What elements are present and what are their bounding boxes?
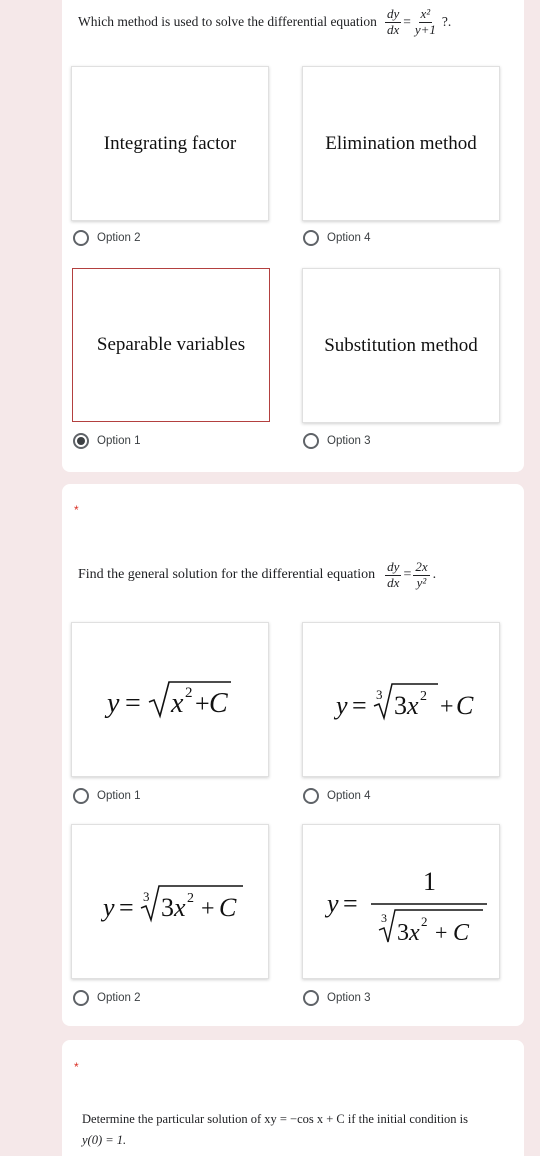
svg-text:+: +: [435, 919, 448, 945]
option-image-elimination-method[interactable]: Elimination method: [302, 66, 500, 221]
svg-text:x: x: [409, 919, 420, 946]
formula-sqrt-x2-plus-c: [85, 670, 255, 730]
option-image-formula-sqrt[interactable]: [71, 622, 269, 777]
radio-option-4[interactable]: Option 4: [303, 788, 370, 804]
radio-button[interactable]: [73, 230, 89, 246]
question-3-text-line1: Determine the particular solution of xy = −cos x + C if the initial condition is: [82, 1112, 469, 1126]
svg-text:3: 3: [397, 919, 409, 946]
radio-option-1[interactable]: Option 1: [73, 788, 140, 804]
option-image-formula-cbrt-plus-c[interactable]: [302, 622, 500, 777]
svg-text:3: 3: [394, 690, 407, 720]
option-image-separable-variables[interactable]: Separable variables: [72, 268, 270, 422]
radio-option-3[interactable]: Option 3: [303, 990, 370, 1006]
required-asterisk: *: [74, 1060, 79, 1074]
question-2-text: Find the general solution for the differential equation $\frac{dy}{dx}$ = $\frac{2x}{\text{y²}}$ .: [78, 559, 437, 590]
formula-one-over-cbrt: [311, 852, 491, 952]
question-1-text: Which method is used to solve the differential equation $\frac{dy}{dx}$ = $\frac{\text{x²}}{y+1}$ ?.: [78, 6, 452, 37]
svg-text:C: C: [209, 687, 228, 719]
svg-text:=: =: [343, 888, 358, 918]
svg-text:2: 2: [420, 688, 427, 704]
question-1-lhs-fraction: $\frac{dy}{dx}$: [386, 6, 400, 37]
radio-button-checked[interactable]: [73, 433, 89, 449]
svg-text:C: C: [219, 892, 237, 922]
required-asterisk: *: [74, 503, 79, 517]
svg-text:+: +: [195, 688, 210, 718]
svg-text:+: +: [201, 895, 215, 922]
radio-button[interactable]: [73, 990, 89, 1006]
svg-text:=: =: [352, 690, 367, 720]
svg-text:=: =: [119, 892, 134, 922]
radio-option-1[interactable]: Option 1: [73, 433, 140, 449]
svg-text:y: y: [103, 892, 115, 922]
radio-option-4[interactable]: Option 4: [303, 230, 370, 246]
svg-text:3: 3: [143, 888, 150, 904]
question-3-text-line2: y(0) = 1.: [82, 1133, 127, 1147]
svg-text:2: 2: [185, 684, 193, 701]
svg-text:1: 1: [423, 866, 436, 896]
svg-text:x: x: [407, 690, 419, 720]
svg-text:=: =: [125, 687, 141, 719]
radio-button[interactable]: [303, 788, 319, 804]
formula-cbrt-3x2-plus-c: [316, 670, 486, 730]
svg-text:3: 3: [376, 686, 383, 702]
svg-text:3: 3: [381, 910, 387, 925]
radio-button[interactable]: [303, 990, 319, 1006]
svg-text:3: 3: [161, 892, 174, 922]
svg-text:y: y: [336, 690, 348, 720]
svg-text:C: C: [453, 919, 470, 946]
formula-cbrt-3x2-c: [85, 872, 255, 932]
svg-text:2: 2: [187, 890, 194, 906]
question-2-lhs-fraction: $\frac{dy}{dx}$: [387, 559, 400, 590]
radio-option-2[interactable]: Option 2: [73, 990, 140, 1006]
radio-button[interactable]: [73, 788, 89, 804]
svg-text:x: x: [174, 892, 186, 922]
question-2-prefix: Find the general solution for the differential equation: [78, 567, 376, 582]
svg-text:y: y: [107, 687, 120, 719]
radio-option-3[interactable]: Option 3: [303, 433, 370, 449]
svg-text:y: y: [327, 888, 339, 918]
radio-button[interactable]: [303, 230, 319, 246]
radio-button[interactable]: [303, 433, 319, 449]
svg-text:C: C: [456, 690, 474, 720]
question-1-rhs-fraction: $\frac{\text{x²}}{y+1}$: [414, 6, 436, 37]
svg-text:+: +: [440, 693, 454, 720]
question-1-prefix: Which method is used to solve the differential equation: [78, 14, 377, 29]
question-card-3: [62, 1040, 524, 1156]
radio-option-2[interactable]: Option 2: [73, 230, 140, 246]
question-2-rhs-fraction: $\frac{2x}{\text{y²}}$: [415, 559, 428, 590]
option-image-integrating-factor[interactable]: Integrating factor: [71, 66, 269, 221]
option-image-formula-cbrt[interactable]: [71, 824, 269, 979]
svg-text:x: x: [171, 687, 184, 719]
svg-text:2: 2: [421, 913, 428, 929]
option-image-substitution-method[interactable]: Substitution method: [302, 268, 500, 423]
option-image-formula-reciprocal-cbrt[interactable]: [302, 824, 500, 979]
